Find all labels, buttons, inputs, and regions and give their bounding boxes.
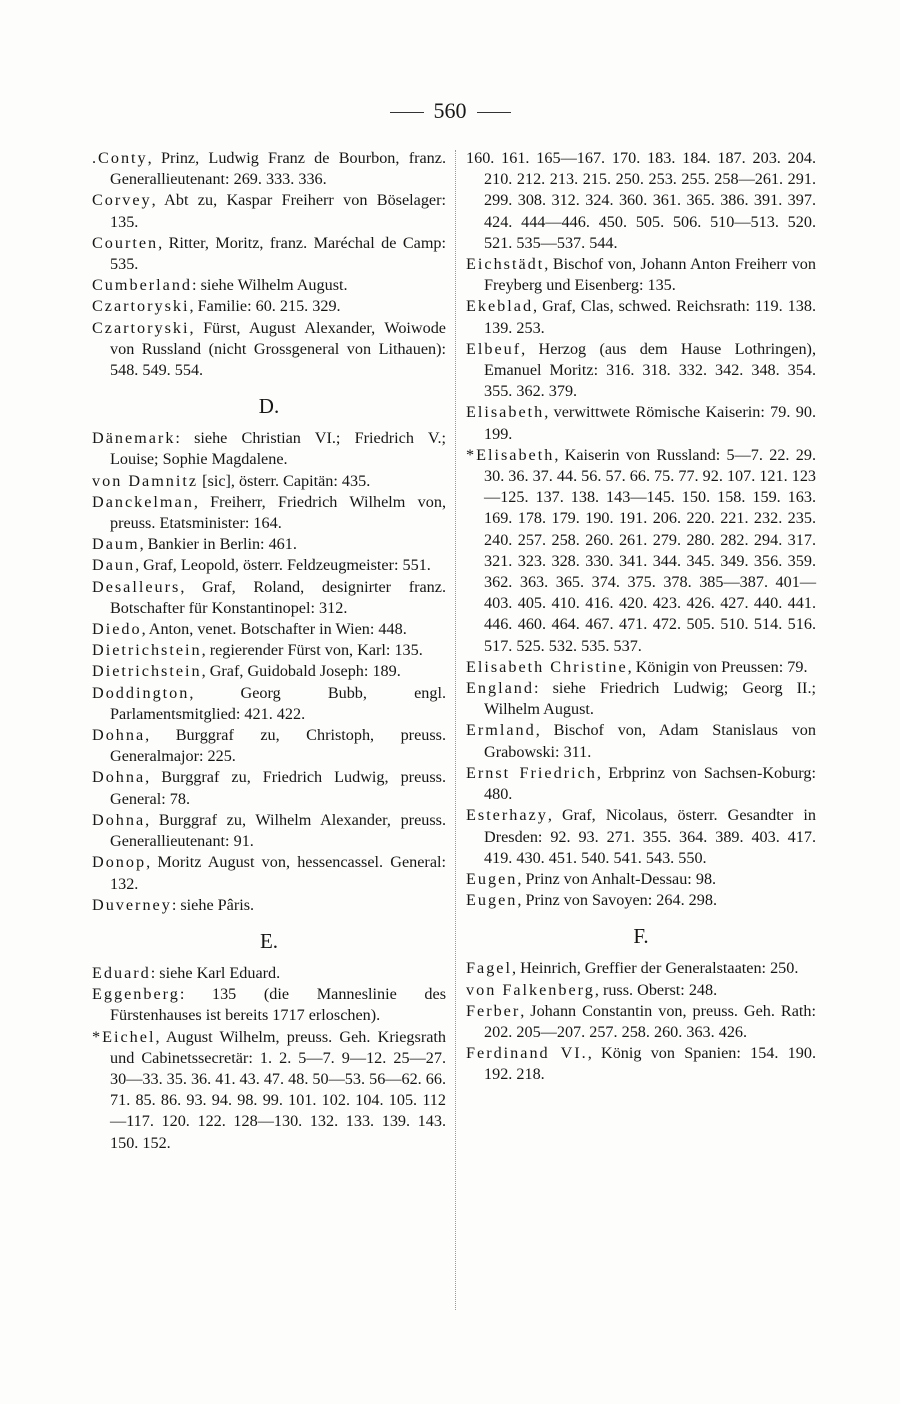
index-entry: [92, 555, 446, 576]
entry-name: Elbeuf: [466, 339, 522, 358]
entry-text: , Burggraf zu, Christoph, preuss. Generalmajor: 225.: [110, 726, 446, 766]
entry-text: : 135 (die Manneslinie des Fürstenhauses ist bereits 1717 erloschen).: [110, 985, 446, 1025]
index-entry: [92, 810, 446, 852]
index-entry: [92, 852, 446, 894]
header-rule-right: [477, 112, 511, 113]
entry-text: , Ritter, Moritz, franz. Maréchal de Camp: 535.: [110, 233, 446, 274]
entry-text: [sic], österr. Capitän: 435.: [198, 471, 371, 490]
entry-name: Esterhazy: [466, 806, 548, 825]
entry-name: Ermland: [466, 721, 536, 740]
entry-text: , Georg Bubb, engl. Parlamentsmitglied: 421. 422.: [110, 683, 446, 723]
entry-text: , Anton, venet. Botschafter in Wien: 448.: [141, 620, 407, 639]
entry-text: , Fürst, August Alexander, Woiwode von Russland (nicht Grossgeneral von Lithauen): 548. 549. 554.: [110, 318, 446, 380]
entry-name: Ferdinand VI.: [466, 1044, 588, 1063]
index-entry: [92, 296, 446, 317]
entry-name: Czartoryski: [92, 318, 190, 337]
entry-text: , Graf, Leopold, österr. Feldzeugmeister: 551.: [135, 556, 431, 575]
index-entry: [92, 275, 446, 296]
entry-text: , Prinz, Ludwig Franz de Bourbon, franz. Generallieutenant: 269. 333. 336.: [110, 149, 446, 189]
entry-name: Dänemark: [92, 429, 176, 448]
entry-name: Donop: [92, 853, 147, 872]
entry-text: , Moritz August von, hessencassel. General: 132.: [110, 853, 446, 893]
entry-text: 160. 161. 165—167. 170. 183. 184. 187. 203. 204. 210. 212. 213. 215. 250. 253. 255. 258—261. 291. 299. 308. 312. 324. 360. 361. 365. 386. 391. 397. 424. 444—446. 450. 505. 506. 510—513. 520. 521. 535—537. 544.: [466, 149, 816, 252]
index-entry: [92, 767, 446, 809]
entry-name: Eugen: [466, 891, 518, 910]
index-entry: [92, 984, 446, 1026]
entry-name: Dohna: [92, 768, 146, 787]
index-entry: [466, 254, 816, 296]
entry-text: , Abt zu, Kaspar Freiherr von Böselager: 135.: [110, 191, 446, 231]
index-entry: [466, 148, 816, 254]
entry-text: , August Wilhelm, preuss. Geh. Kriegsrath und Cabinetssecretär: 1. 2. 5—7. 9—12. 25—27. 30—33. 35. 36. 41. 43. 47. 48. 50—53. 56—62. 66. 71. 85. 86. 93. 94. 98. 99. 101. 102. 104. 105. 112—117. 120. 122. 128—130. 132. 133. 139. 143. 150. 152.: [110, 1027, 446, 1152]
index-entry: [466, 296, 816, 338]
entry-text: , Graf, Nicolaus, österr. Gesandter in Dresden: 92. 93. 271. 355. 364. 389. 403. 417. 419. 430. 451. 540. 541. 543. 550.: [484, 806, 816, 867]
entry-name: Eduard: [92, 963, 151, 982]
entry-name: Elisabeth: [466, 403, 545, 422]
header-rule-left: [390, 112, 424, 113]
entry-name: Eichstädt: [466, 255, 545, 274]
index-entry: [466, 890, 816, 911]
entry-name: Eugen: [466, 869, 518, 888]
entry-name: von Falkenberg: [466, 980, 595, 999]
entry-text: , Bischof von, Johann Anton Freiherr von Freyberg und Eisenberg: 135.: [484, 255, 816, 295]
index-entry: [92, 640, 446, 661]
index-entry: [92, 428, 446, 470]
index-entry: [466, 678, 816, 720]
entry-text: , Königin von Preussen: 79.: [627, 657, 808, 676]
entry-text: , regierender Fürst von, Karl: 135.: [201, 641, 423, 660]
entry-name: Dietrichstein: [92, 641, 202, 660]
entry-name: Fagel: [466, 959, 512, 978]
entry-name: *Eichel: [92, 1027, 156, 1046]
page-number: 560: [433, 98, 467, 123]
entry-name: Danckelman: [92, 492, 194, 511]
entry-text: , Heinrich, Greffier der Generalstaaten: 250.: [511, 959, 799, 978]
entry-name: Diedo: [92, 620, 142, 639]
entry-name: England: [466, 679, 534, 698]
entry-text: , Prinz von Anhalt-Dessau: 98.: [517, 869, 717, 888]
index-entry: [466, 1001, 816, 1043]
index-entry: [92, 963, 446, 984]
index-entry: [466, 869, 816, 890]
index-entry: [92, 895, 446, 916]
entry-text: : siehe Wilhelm August.: [192, 276, 348, 295]
index-entry: [92, 661, 446, 682]
entry-text: , verwittwete Römische Kaiserin: 79. 90. 199.: [484, 403, 816, 443]
index-entry: [92, 725, 446, 767]
entry-name: Czartoryski: [92, 297, 190, 316]
index-column-left: [92, 148, 446, 1154]
index-entry: [466, 402, 816, 444]
index-entry: [92, 1027, 446, 1154]
entry-text: , Familie: 60. 215. 329.: [189, 297, 341, 316]
entry-name: *Elisabeth: [466, 445, 555, 464]
index-column-right: [466, 148, 816, 1086]
section-heading: F.: [633, 924, 649, 949]
index-entry: [466, 958, 816, 979]
entry-name: Courten: [92, 233, 159, 252]
entry-text: , Herzog (aus dem Hause Lothringen), Emanuel Moritz: 316. 318. 332. 342. 348. 354. 355. 362. 379.: [484, 339, 816, 401]
index-entry: [92, 577, 446, 619]
entry-name: Daum: [92, 535, 140, 554]
entry-text: : siehe Karl Eduard.: [150, 963, 281, 982]
index-entry: [466, 805, 816, 869]
entry-name: Duverney: [92, 895, 172, 914]
index-entry: [466, 1043, 816, 1085]
entry-text: , Prinz von Savoyen: 264. 298.: [517, 891, 717, 910]
index-entry: [466, 763, 816, 805]
entry-name: Dohna: [92, 810, 146, 829]
entry-name: Dietrichstein: [92, 662, 202, 681]
entry-name: Ekeblad: [466, 297, 534, 316]
index-entry: [92, 619, 446, 640]
index-entry: [466, 980, 816, 1001]
index-entry: [92, 148, 446, 190]
entry-name: Desalleurs: [92, 577, 181, 596]
index-entry: [92, 492, 446, 534]
entry-text: , russ. Oberst: 248.: [594, 980, 718, 999]
index-entry: [466, 720, 816, 762]
entry-text: , Erbprinz von Sachsen-Koburg: 480.: [484, 763, 816, 804]
entry-text: : siehe Pâris.: [171, 895, 255, 914]
page-header: [0, 98, 900, 124]
index-entry: [466, 339, 816, 403]
entry-text: , Bischof von, Adam Stanislaus von Grabowski: 311.: [484, 721, 816, 761]
entry-name: Ernst Friedrich: [466, 763, 597, 782]
column-divider: [455, 150, 456, 1310]
entry-text: , König von Spanien: 154. 190. 192. 218.: [484, 1044, 816, 1084]
entry-name: Corvey: [92, 191, 152, 210]
entry-text: , Bankier in Berlin: 461.: [139, 535, 297, 554]
index-entry: [92, 534, 446, 555]
entry-name: Eggenberg: [92, 985, 180, 1004]
entry-name: von Damnitz: [92, 471, 199, 490]
entry-text: , Freiherr, Friedrich Wilhelm von, preuss. Etatsminister: 164.: [110, 492, 446, 533]
section-heading: D.: [258, 394, 280, 419]
entry-name: Doddington: [92, 683, 190, 702]
entry-text: , Graf, Roland, designirter franz. Botschafter für Konstantinopel: 312.: [110, 577, 446, 617]
entry-text: , Burggraf zu, Wilhelm Alexander, preuss. Generallieutenant: 91.: [110, 810, 446, 851]
index-entry: [466, 445, 816, 657]
entry-text: , Burggraf zu, Friedrich Ludwig, preuss. General: 78.: [110, 768, 446, 808]
entry-text: , Johann Constantin von, preuss. Geh. Rath: 202. 205—207. 257. 258. 260. 363. 426.: [484, 1001, 816, 1041]
entry-text: , Graf, Clas, schwed. Reichsrath: 119. 138. 139. 253.: [484, 297, 816, 337]
entry-name: Ferber: [466, 1001, 521, 1020]
entry-name: Cumberland: [92, 276, 193, 295]
entry-name: Dohna: [92, 726, 146, 745]
index-entry: [92, 318, 446, 382]
entry-text: : siehe Friedrich Ludwig; Georg II.; Wilhelm August.: [484, 679, 816, 719]
index-entry: [92, 683, 446, 725]
entry-text: : siehe Christian VI.; Friedrich V.; Louise; Sophie Magdalene.: [110, 429, 446, 469]
index-entry: [92, 471, 446, 492]
entry-name: Daun: [92, 556, 136, 575]
entry-name: Elisabeth Christine: [466, 657, 628, 676]
index-entry: [92, 233, 446, 275]
entry-name: .Conty: [92, 149, 148, 167]
entry-text: , Graf, Guidobald Joseph: 189.: [201, 662, 401, 681]
section-heading: E.: [259, 928, 279, 953]
entry-text: , Kaiserin von Russland: 5—7. 22. 29. 30. 36. 37. 44. 56. 57. 66. 75. 77. 92. 107. 121. 123—125. 137. 138. 143—145. 150. 158. 159. 163. 169. 178. 179. 190. 191. 206. 220. 221. 232. 235. 240. 257. 258. 260. 261. 279. 280. 282. 294. 317. 321. 323. 328. 330. 341. 344. 345. 349. 356. 359. 362. 363. 365. 374. 375. 378. 385—387. 401—403. 405. 410. 416. 420. 423. 426. 427. 440. 441. 446. 460. 464. 467. 471. 472. 505. 510. 514. 516. 517. 525. 532. 535. 537.: [484, 445, 816, 655]
index-entry: [92, 190, 446, 232]
index-entry: [466, 657, 816, 678]
